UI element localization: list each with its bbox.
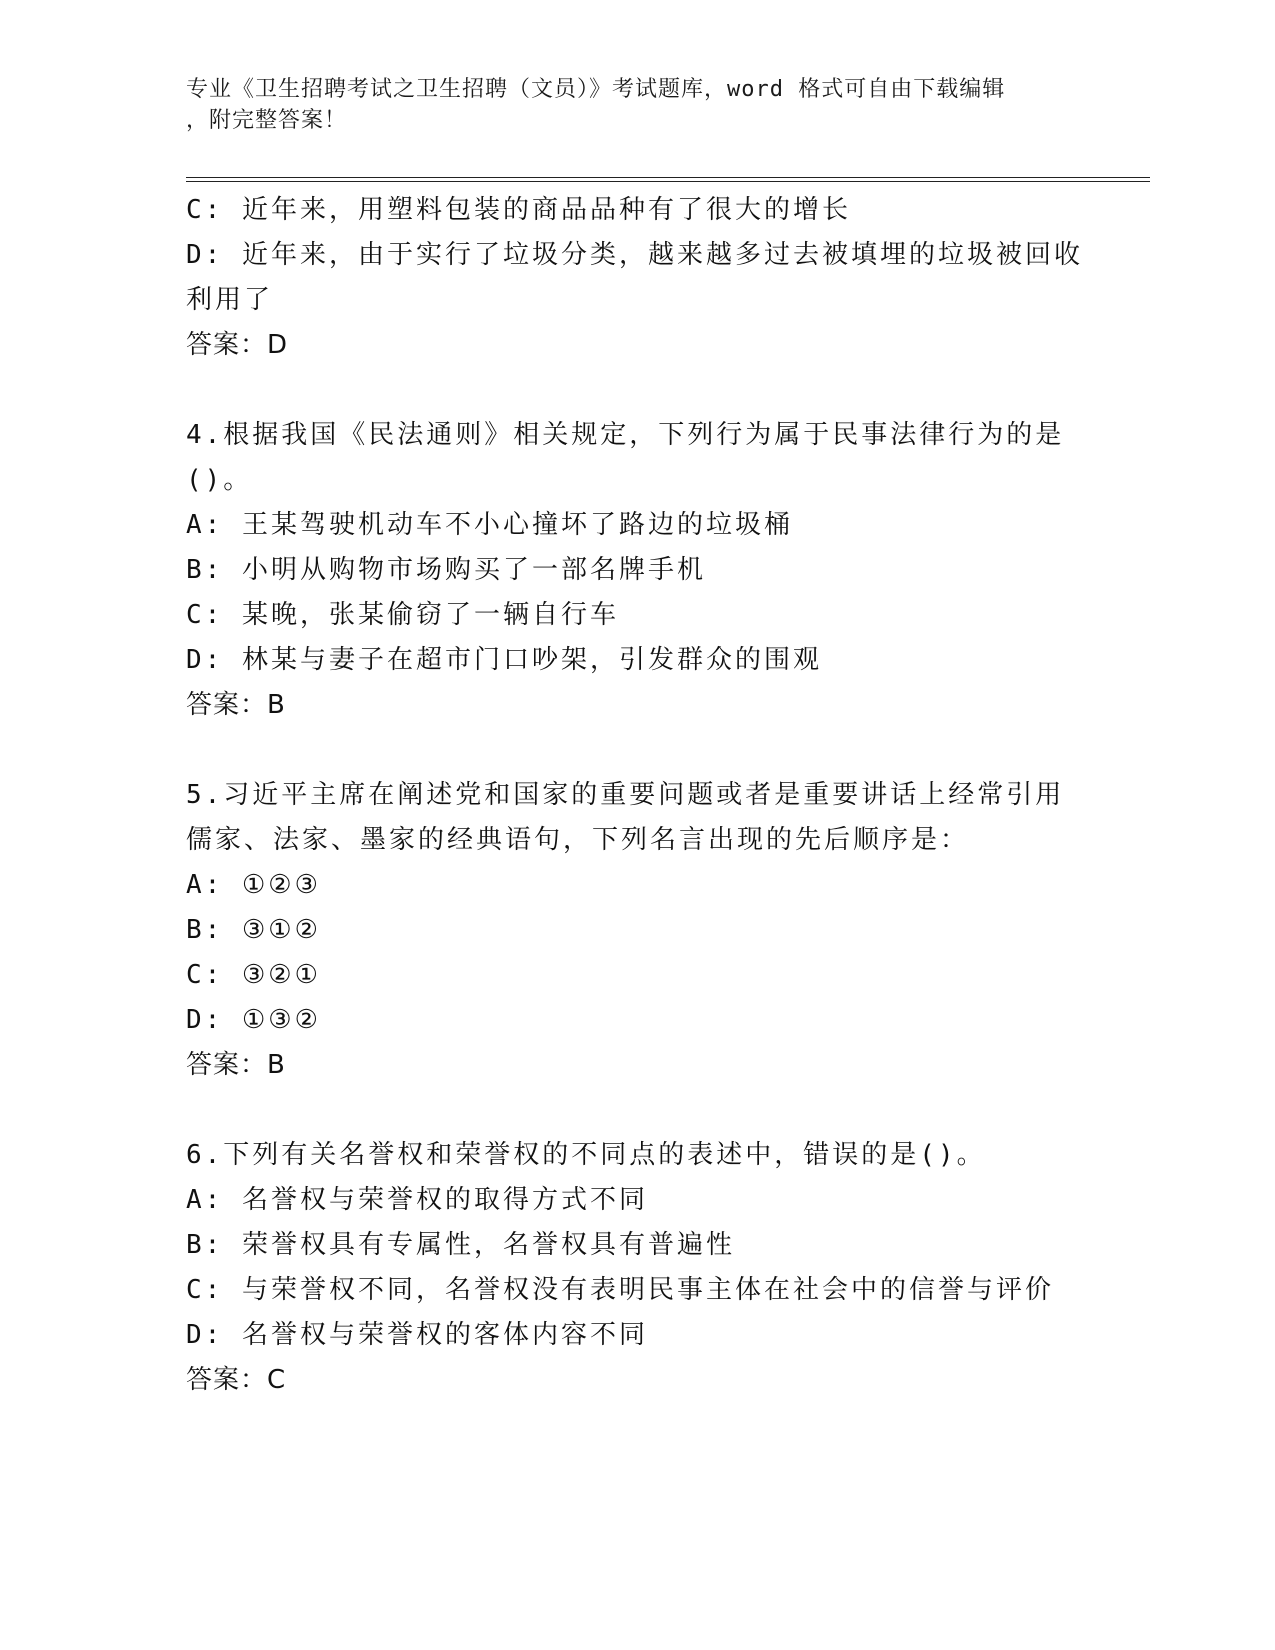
q4-answer: 答案：B: [186, 690, 286, 720]
q5-stem-line-2: 儒家、法家、墨家的经典语句，下列名言出现的先后顺序是：: [186, 825, 970, 855]
q5-option-c: C: ③②①: [186, 960, 321, 990]
question-4: [186, 413, 1086, 728]
question-3-tail: [186, 188, 1086, 368]
q3-answer: 答案：D: [186, 330, 289, 360]
header-note: [186, 74, 1066, 136]
q5-option-b: B: ③①②: [186, 915, 321, 945]
q6-stem-line-1: 6.下列有关名誉权和荣誉权的不同点的表述中，错误的是()。: [186, 1140, 986, 1170]
q3-option-c: C: 近年来，用塑料包装的商品品种有了很大的增长: [186, 195, 851, 225]
header-double-rule: [186, 177, 1150, 182]
q6-option-a: A: 名誉权与荣誉权的取得方式不同: [186, 1185, 648, 1215]
q4-option-c: C: 某晚，张某偷窃了一辆自行车: [186, 600, 619, 630]
q4-option-b: B: 小明从购物市场购买了一部名牌手机: [186, 555, 706, 585]
header-note-line-2: ，附完整答案！: [186, 108, 348, 133]
question-6: [186, 1133, 1086, 1403]
question-content: [186, 188, 1086, 1403]
q5-option-a: A: ①②③: [186, 870, 321, 900]
q5-stem-line-1: 5.习近平主席在阐述党和国家的重要问题或者是重要讲话上经常引用: [186, 780, 1065, 810]
q6-answer: 答案：C: [186, 1365, 287, 1395]
q6-option-b: B: 荣誉权具有专属性，名誉权具有普遍性: [186, 1230, 735, 1260]
header-note-line-1: 专业《卫生招聘考试之卫生招聘（文员）》考试题库，word 格式可自由下载编辑: [186, 77, 1006, 102]
spacer: [186, 728, 1086, 773]
q3-option-d-line-2: 利用了: [186, 285, 274, 315]
q5-option-d: D: ①③②: [186, 1005, 321, 1035]
spacer: [186, 1088, 1086, 1133]
q4-option-d: D: 林某与妻子在超市门口吵架，引发群众的围观: [186, 645, 822, 675]
q6-option-c: C: 与荣誉权不同，名誉权没有表明民事主体在社会中的信誉与评价: [186, 1275, 1054, 1305]
question-5: [186, 773, 1086, 1088]
q3-option-d-line-1: D: 近年来，由于实行了垃圾分类，越来越多过去被填埋的垃圾被回收: [186, 240, 1083, 270]
q4-option-a: A: 王某驾驶机动车不小心撞坏了路边的垃圾桶: [186, 510, 793, 540]
q6-option-d: D: 名誉权与荣誉权的客体内容不同: [186, 1320, 648, 1350]
q4-stem-line-2: ()。: [186, 465, 253, 495]
q5-answer: 答案：B: [186, 1050, 286, 1080]
spacer: [186, 368, 1086, 413]
q4-stem-line-1: 4.根据我国《民法通则》相关规定，下列行为属于民事法律行为的是: [186, 420, 1065, 450]
